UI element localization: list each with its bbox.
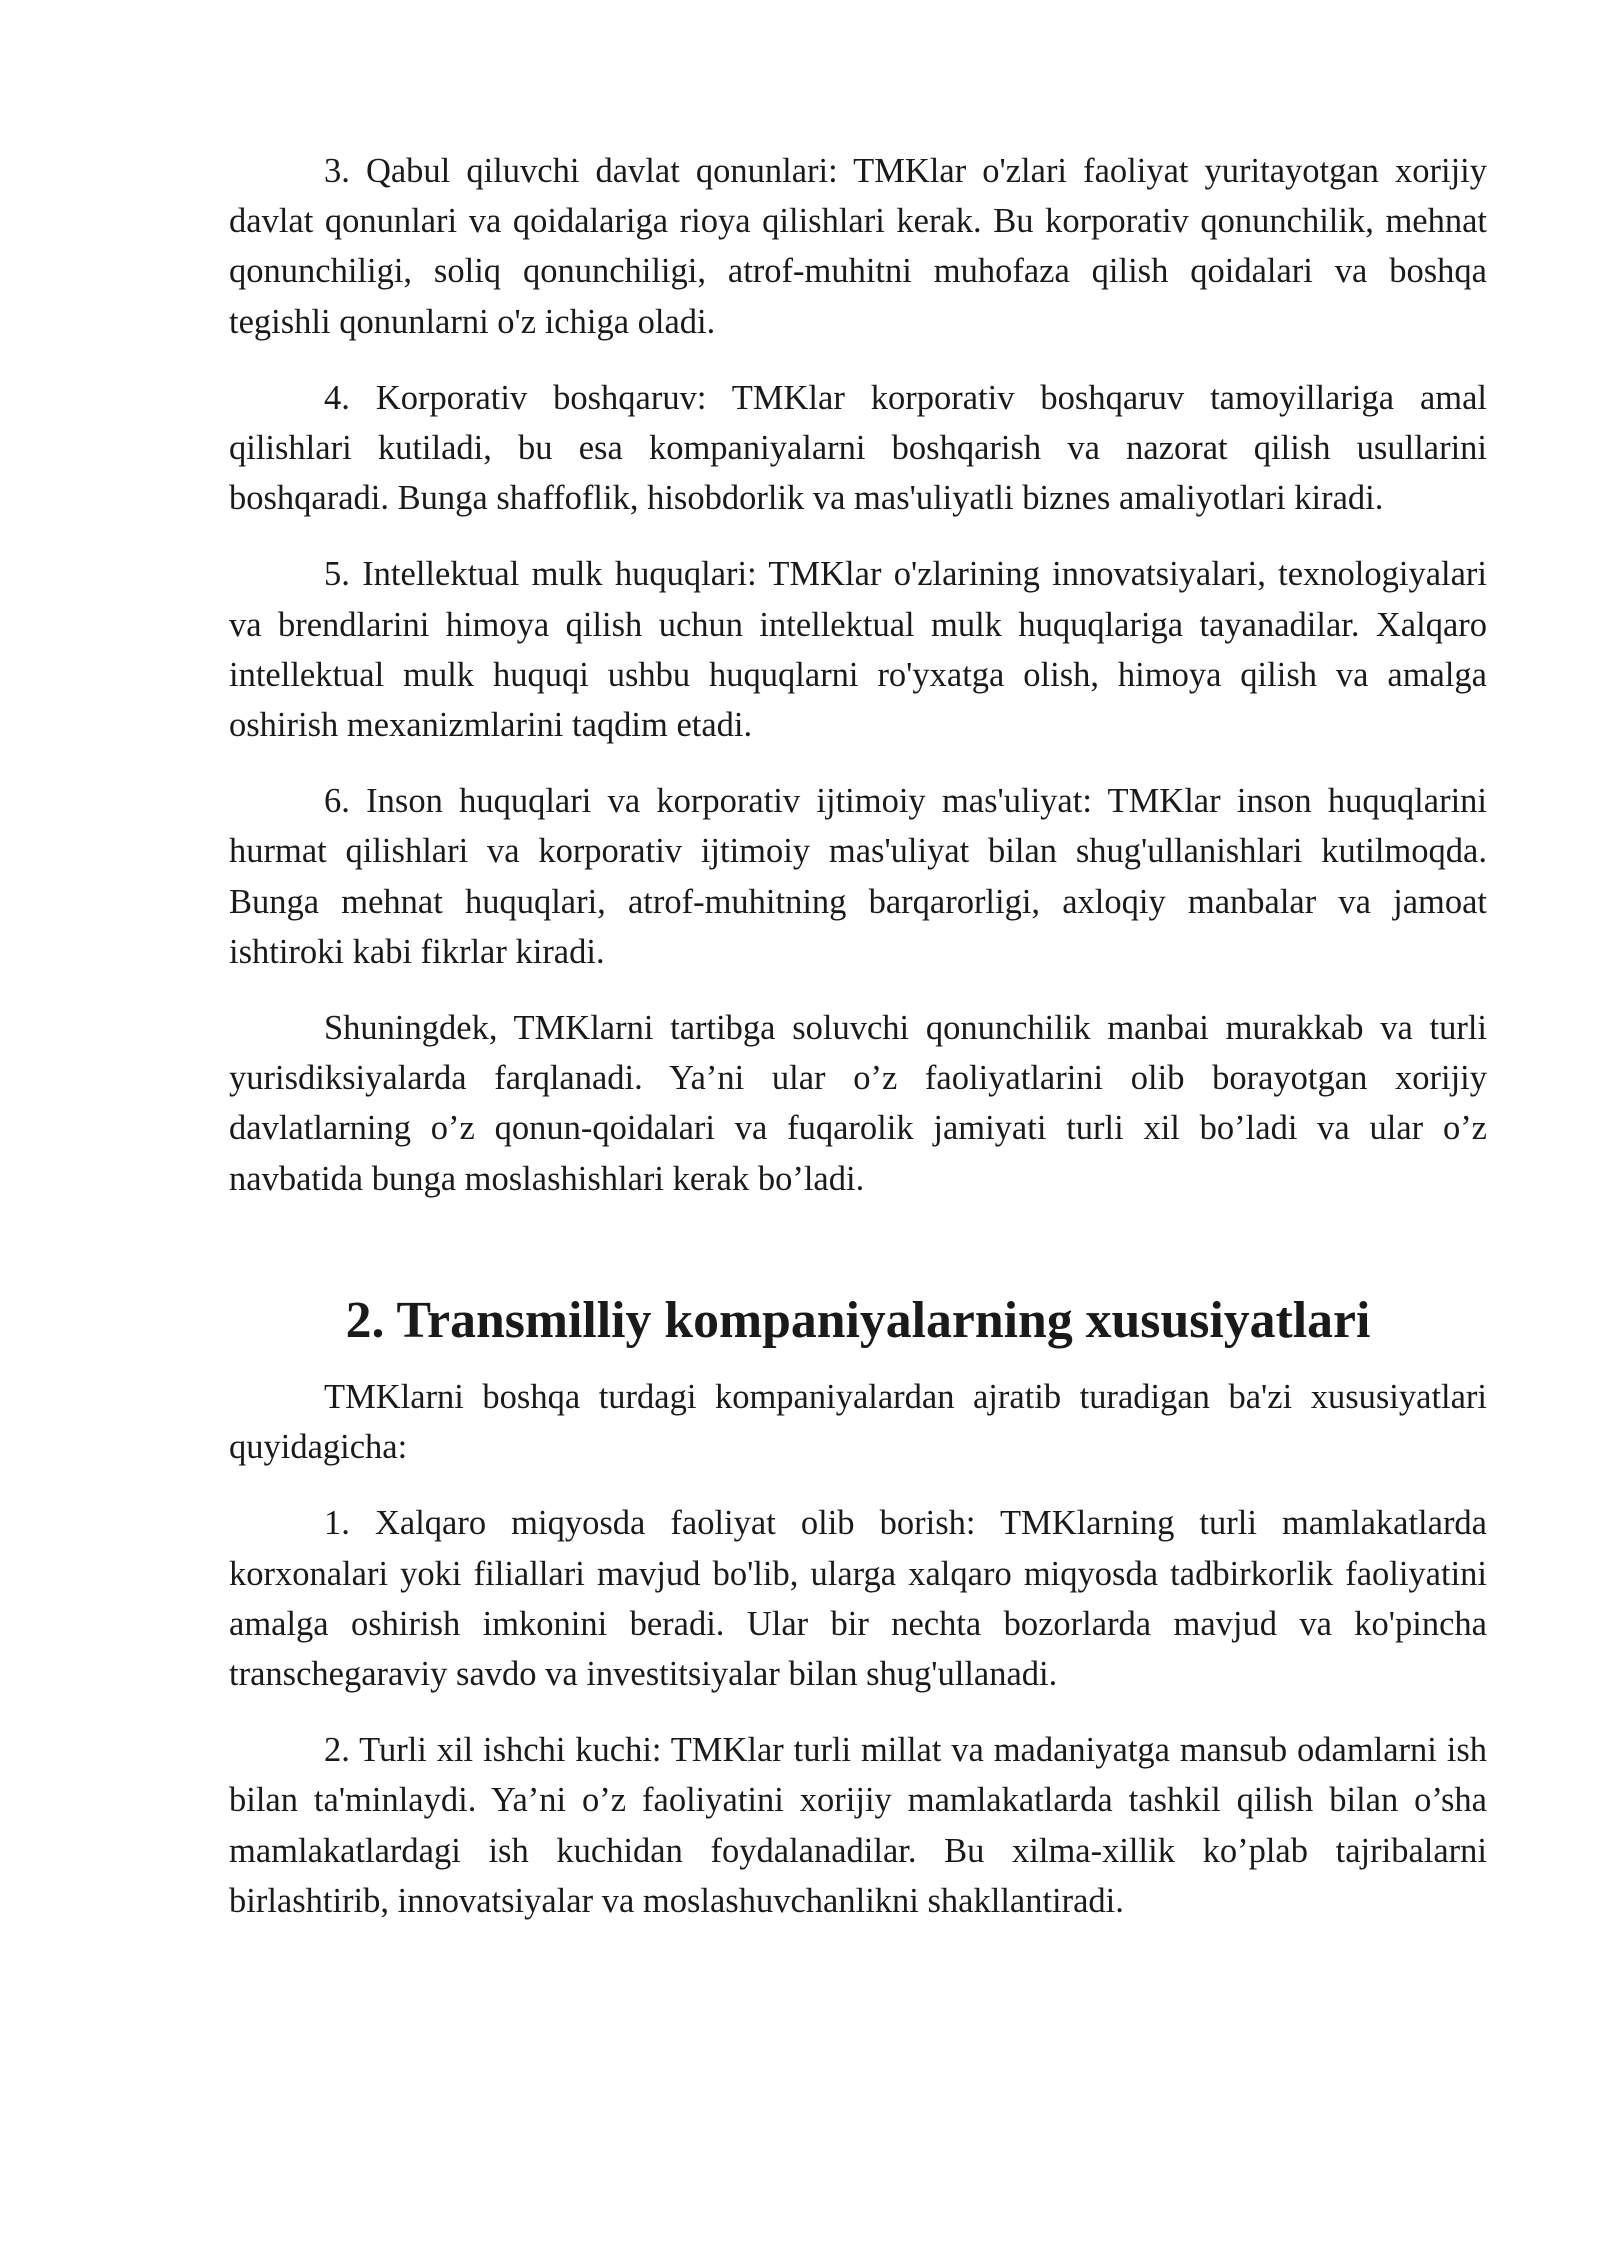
paragraph-host-state-laws: 3. Qabul qiluvchi davlat qonunlari: TMKlar o'zlari faoliyat yuritayotgan xorijiy davlat qonunlari va qoidalariga rioya qilishlari kerak. Bu korporativ qonunchilik, mehnat qonunchiligi, soliq qonunchiligi, atrof-muhitni muhofaza qilish qoidalari va boshqa tegishli qonunlarni o'z ichiga oladi. — [229, 152, 1487, 341]
paragraph-human-rights: 6. Inson huquqlari va korporativ ijtimoiy mas'uliyat: TMKlar inson huquqlarini hurmat qilishlari va korporativ ijtimoiy mas'uliyat bilan shug'ullanishlari kutilmoqda. Bunga mehnat huquqlari, atrof-muhitning barqarorligi, axloqiy manbalar va jamoat ishtiroki kabi fikrlar kiradi. — [229, 782, 1487, 971]
paragraph-legislation-summary: Shuningdek, TMKlarni tartibga soluvchi qonunchilik manbai murakkab va turli yurisdiksiyalarda farqlanadi. Ya’ni ular o’z faoliyatlarini olib borayotgan xorijiy davlatlarning o’z qonun-qoidalari va fuqarolik jamiyati turli xil bo’ladi va ular o’z navbatida bunga moslashishlari kerak bo’ladi. — [229, 1009, 1487, 1198]
paragraph-diverse-workforce: 2. Turli xil ishchi kuchi: TMKlar turli millat va madaniyatga mansub odamlarni ish bilan ta'minlaydi. Ya’ni o’z faoliyatini xorijiy mamlakatlarda tashkil qilish bilan o’sha mamlakatlardagi ish kuchidan foydalanadilar. Bu xilma-xillik ko’plab tajribalarni birlashtirib, innovatsiyalar va moslashuvchanlikni shakllantiradi. — [229, 1731, 1487, 1920]
paragraph-features-intro: TMKlarni boshqa turdagi kompaniyalardan ajratib turadigan ba'zi xususiyatlari quyidagicha: — [229, 1378, 1487, 1467]
paragraph-intellectual-property: 5. Intellektual mulk huquqlari: TMKlar o'zlarining innovatsiyalari, texnologiyalari va brendlarini himoya qilish uchun intellektual mulk huquqlariga tayanadilar. Xalqaro intellektual mulk huquqi ushbu huquqlarni ro'yxatga olish, himoya qilish va amalga oshirish mexanizmlarini taqdim etadi. — [229, 555, 1487, 745]
section-heading: 2. Transmilliy kompaniyalarning xususiyatlari — [345, 1291, 1371, 1349]
document-body — [229, 146, 1487, 1952]
paragraph-corporate-governance: 4. Korporativ boshqaruv: TMKlar korporativ boshqaruv tamoyillariga amal qilishlari kutiladi, bu esa kompaniyalarni boshqarish va nazorat qilish usullarini boshqaradi. Bunga shaffoflik, hisobdorlik va mas'uliyatli biznes amaliyotlari kiradi. — [229, 378, 1487, 518]
paragraph-international-activity: 1. Xalqaro miqyosda faoliyat olib borish: TMKlarning turli mamlakatlarda korxonalari yoki filiallari mavjud bo'lib, ularga xalqaro miqyosda tadbirkorlik faoliyatini amalga oshirish imkonini beradi. Ular bir nechta bozorlarda mavjud va ko'pincha transchegaraviy savdo va investitsiyalar bilan shug'ullanadi. — [229, 1504, 1487, 1694]
